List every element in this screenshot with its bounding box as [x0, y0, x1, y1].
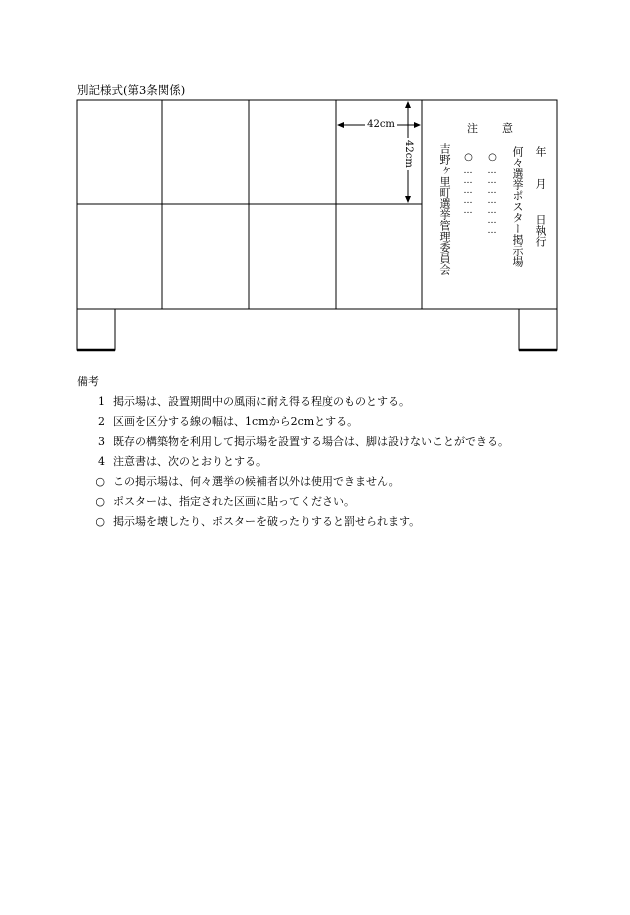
remark-text: 既存の構築物を利用して掲示場を設置する場合は、脚は設けないことができる。: [113, 435, 509, 448]
remark-item: [77, 432, 509, 452]
note-bullet: ○: [95, 515, 105, 528]
note-text: この掲示場は、何々選挙の候補者以外は使用できません。: [113, 475, 400, 488]
notice-dots-2: ……………: [463, 166, 473, 216]
remark-number: 3: [98, 435, 105, 448]
notice-note: [77, 492, 509, 512]
notice-note: [77, 472, 509, 492]
notice-date-year: 年: [534, 146, 547, 157]
remark-number: 1: [98, 395, 105, 408]
notice-title-left: 注: [467, 122, 478, 135]
remarks-section: [77, 372, 509, 532]
notice-dots-1: …………………: [487, 166, 497, 236]
board-leg-left: [77, 309, 115, 350]
remark-item: [77, 452, 509, 472]
notice-title-right: 意: [502, 122, 513, 135]
remark-text: 注意書は、次のとおりとする。: [113, 455, 267, 468]
note-bullet: ○: [95, 495, 105, 508]
remark-text: 掲示場は、設置期間中の風雨に耐え得る程度のものとする。: [113, 395, 410, 408]
remark-number: 2: [98, 415, 105, 428]
form-caption: 別記様式(第3条関係): [77, 83, 186, 97]
board-leg-right: [519, 309, 557, 350]
notice-committee-name: 吉野ヶ里町選挙管理委員会: [438, 143, 451, 275]
notice-date-day: 日執行: [534, 214, 547, 247]
remark-number: 4: [98, 455, 105, 468]
notice-note: [77, 512, 509, 532]
note-text: ポスターは、指定された区画に貼ってください。: [113, 495, 355, 508]
remarks-title: 備考: [77, 375, 99, 388]
dimension-label-width: 42cm: [367, 119, 395, 130]
notice-bullet-1: ○: [487, 152, 498, 163]
notice-bullet-2: ○: [463, 152, 474, 163]
remark-item: [77, 392, 509, 412]
notice-date-month: 月: [534, 178, 547, 189]
note-bullet: ○: [95, 475, 105, 488]
remark-item: [77, 412, 509, 432]
note-text: 掲示場を壊したり、ポスターを破ったりすると罰せられます。: [113, 515, 421, 528]
dimension-label-height: 42cm: [403, 140, 414, 168]
remark-text: 区画を区分する線の幅は、1cmから2cmとする。: [113, 415, 359, 428]
notice-election-name: 何々選挙ポスター掲示場: [511, 146, 524, 267]
